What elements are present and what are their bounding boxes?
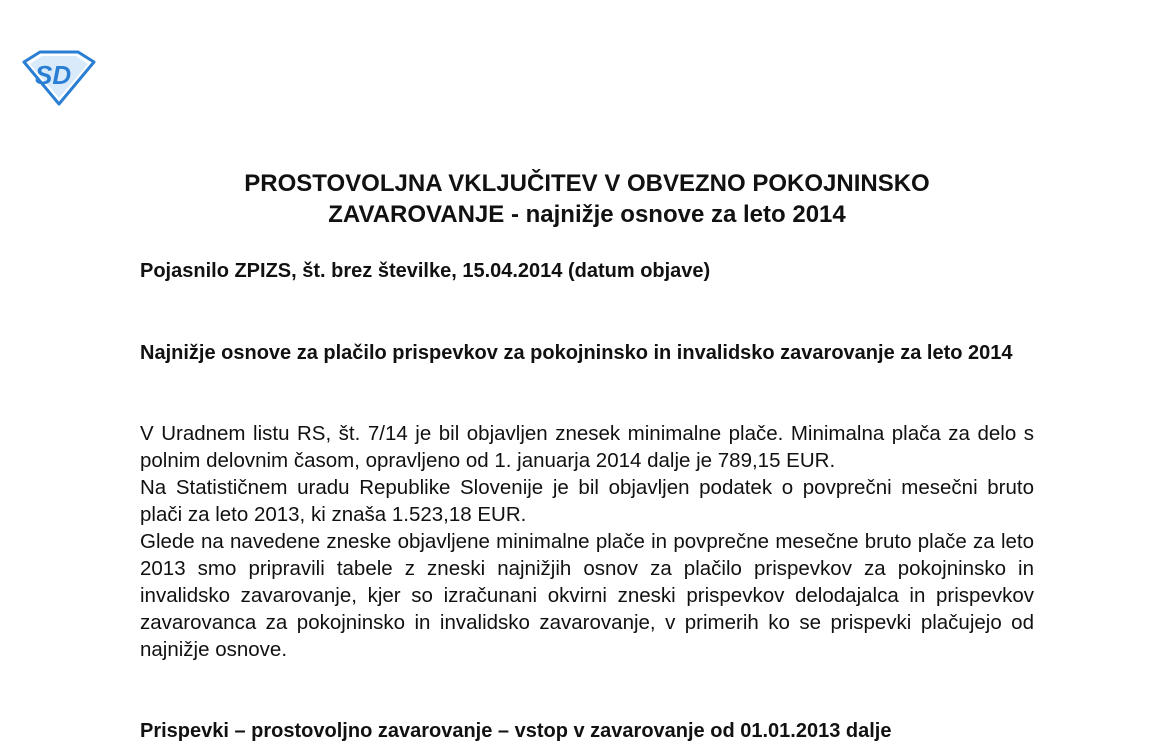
paragraph-3: Glede na navedene zneske objavljene minimalne plače in povprečne mesečne bruto plače za leto 2013 smo pripravili tabele z zneski najnižjih osnov za plačilo prispevkov za pokojninsko in invalidsko zavarovanje, kjer so izračunani okvirni zneski prispevkov delodajalca in prispevkov zavarovanca za pokojninsko in invalidsko zavarovanje, v primerih ko se prispevki plačujejo od najnižje osnove. <box>140 530 1034 661</box>
section-2-heading: Prispevki – prostovoljno zavarovanje – vstop v zavarovanje od 01.01.2013 dalje <box>140 720 892 742</box>
document-title <box>140 168 1034 230</box>
section-1-heading: Najnižje osnove za plačilo prispevkov za pokojninsko in invalidsko zavarovanje za leto 2014 <box>140 342 1013 364</box>
document-subtitle: Pojasnilo ZPIZS, št. brez številke, 15.04.2014 (datum objave) <box>140 260 711 282</box>
paragraph-2: Na Statističnem uradu Republike Slovenije je bil objavljen podatek o povprečni mesečni bruto plači za leto 2013, ki znaša 1.523,18 EUR. <box>140 476 1034 526</box>
logo-text: SD <box>35 60 72 90</box>
title-line-2: ZAVAROVANJE - najnižje osnove za leto 2014 <box>328 201 846 228</box>
title-line-1: PROSTOVOLJNA VKLJUČITEV V OBVEZNO POKOJNINSKO <box>244 170 930 197</box>
body-text <box>140 420 1034 663</box>
paragraph-1: V Uradnem listu RS, št. 7/14 je bil objavljen znesek minimalne plače. Minimalna plača za delo s polnim delovnim časom, opravljeno od 1. januarja 2014 dalje je 789,15 EUR. <box>140 422 1034 472</box>
sd-shield-logo-icon <box>22 50 96 106</box>
